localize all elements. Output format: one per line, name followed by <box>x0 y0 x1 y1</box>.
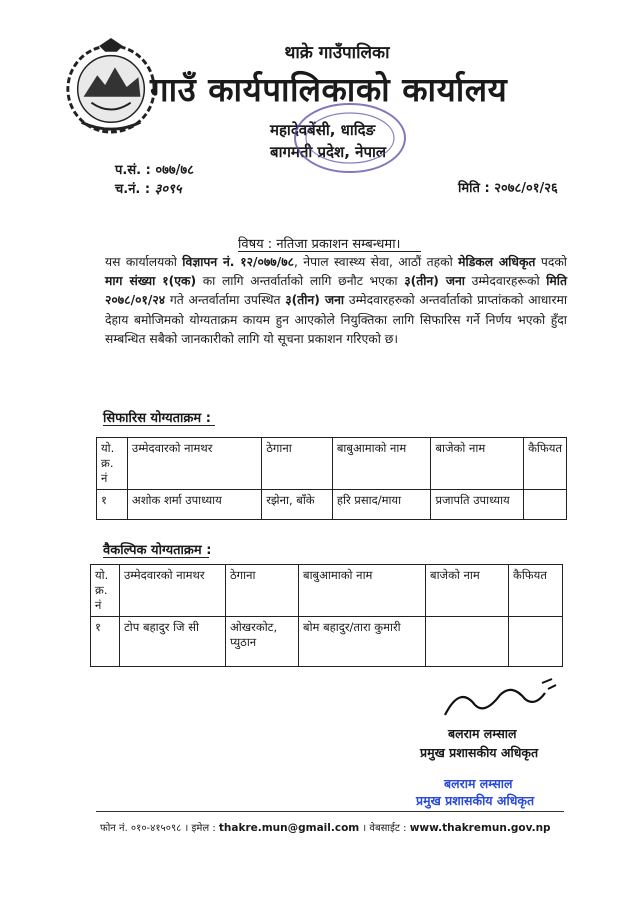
body-text-3: पदको <box>535 255 567 269</box>
header-cell: ठेगाना <box>262 438 333 490</box>
header-cell: उम्मेदवारको नामथर <box>120 565 226 617</box>
date-value: २०७८/०१/२६ <box>494 181 558 196</box>
alternate-table <box>90 564 563 667</box>
table-cell: हरि प्रसाद/माया <box>332 490 431 520</box>
footer-phone: फोन नं. ०१०-४१५०९८ । इमेल : <box>100 823 219 834</box>
footer-contact <box>100 820 551 834</box>
recommended-table <box>96 437 567 520</box>
body-bold-1: विज्ञापन नं. १२/०७७/७८ <box>182 255 294 269</box>
body-bold-6: ३(तीन) जना <box>285 293 345 308</box>
stamp-title: प्रमुख प्रशासकीय अधिकृत <box>416 793 535 808</box>
body-text-5: उम्मेदवारहरूको <box>464 274 547 289</box>
date <box>458 178 558 196</box>
stamp-name: बलराम लम्साल <box>444 776 513 791</box>
body-bold-2: मेडिकल अधिकृत <box>458 255 536 269</box>
table-header-row <box>91 565 563 617</box>
handwritten-signature <box>430 675 560 720</box>
body-bold-5: मिति २०७८/०१/२४ <box>105 274 567 308</box>
header-cell: यो. क्र. नं <box>97 438 128 490</box>
header-cell: यो. क्र. नं <box>91 565 120 617</box>
alternate-underline <box>103 557 209 558</box>
table-cell: ओखरकोट, प्युठान <box>226 617 299 667</box>
table-row <box>97 490 567 520</box>
table-cell: टोप बहादुर जि सी <box>120 617 226 667</box>
header-cell: बाबुआमाको नाम <box>332 438 431 490</box>
recommended-underline <box>103 425 215 426</box>
cn-label: च.नं. : <box>115 182 151 197</box>
table-cell: १ <box>91 617 120 667</box>
table-cell <box>426 617 509 667</box>
table-cell <box>509 617 563 667</box>
office-title: गाउँ कार्यपालिकाको कार्यालय <box>150 70 508 109</box>
alternate-title: वैकल्पिक योग्यताक्रम : <box>103 543 212 558</box>
header-cell: बाजेको नाम <box>431 438 524 490</box>
body-bold-3: माग संख्या १(एक) <box>105 274 197 289</box>
signatory-title: प्रमुख प्रशासकीय अधिकृत <box>420 745 539 760</box>
municipality-name: थाक्रे गाउँपालिका <box>284 43 390 63</box>
subject-label: विषय : <box>238 237 273 252</box>
ps-value: ०७७/७८ <box>155 163 194 178</box>
body-text-6: गते अन्तर्वार्तामा उपस्थित <box>165 293 286 308</box>
body-text-4: का लागि अन्तर्वार्ताको लागि छनौट भएका <box>196 274 405 289</box>
table-cell: रझेना, बाँके <box>262 490 333 520</box>
ps-label: प.सं. : <box>115 163 151 178</box>
header-cell: कैफियत <box>524 438 567 490</box>
table-cell: १ <box>97 490 128 520</box>
footer-sep: । वेबसाईट : <box>359 823 410 834</box>
body-bold-4: ३(तीन) जना <box>404 274 465 289</box>
body-text-2: , नेपाल स्वास्थ्य सेवा, आठौं तहको <box>293 255 459 269</box>
footer-website: www.thakremun.gov.np <box>409 822 551 834</box>
footer-divider <box>96 811 564 812</box>
signatory-name: बलराम लम्साल <box>448 726 517 741</box>
recommended-title: सिफारिस योग्यताक्रम : <box>103 411 211 426</box>
cn-value: ३०९५ <box>154 182 182 197</box>
footer-email: thakre.mun@gmail.com <box>218 822 360 834</box>
table-cell: अशोक शर्मा उपाध्याय <box>127 490 261 520</box>
subject <box>238 234 401 252</box>
table-row <box>91 617 563 667</box>
header-cell: बाबुआमाको नाम <box>299 565 426 617</box>
table-header-row <box>97 438 567 490</box>
address-line-1: महादेवबेंसी, धादिङ <box>270 121 376 139</box>
address-line-2: बागमती प्रदेश, नेपाल <box>270 143 387 161</box>
office-seal-stamp <box>288 100 418 176</box>
body-text-1: यस कार्यालयको <box>105 255 183 269</box>
table-cell: प्रजापति उपाध्याय <box>431 490 524 520</box>
notice-body <box>105 253 567 349</box>
header-cell: उम्मेदवारको नामथर <box>127 438 261 490</box>
header-cell: बाजेको नाम <box>426 565 509 617</box>
header-cell: ठेगाना <box>226 565 299 617</box>
table-cell: बोम बहादुर/तारा कुमारी <box>299 617 426 667</box>
ps-reference <box>115 160 194 178</box>
header-cell: कैफियत <box>509 565 563 617</box>
subject-underline <box>238 251 421 252</box>
date-label: मिति : <box>458 181 490 196</box>
table-cell <box>524 490 567 520</box>
body-text-7: उम्मेदवारहरुको अन्तर्वार्ताको प्राप्तांकको आधारमा देहाय बमोजिमको योग्यताक्रम कायम हुन आएकोले नियुक्तिका लागि सिफारिस गर्ने निर्णय भएको हुँदा सम्बन्धित सबैको जानकारीको लागि यो सूचना प्रकाशन गरिएको छ। <box>105 293 568 346</box>
cn-reference <box>115 179 182 197</box>
subject-text: नतिजा प्रकाशन सम्बन्धमा। <box>276 237 401 252</box>
